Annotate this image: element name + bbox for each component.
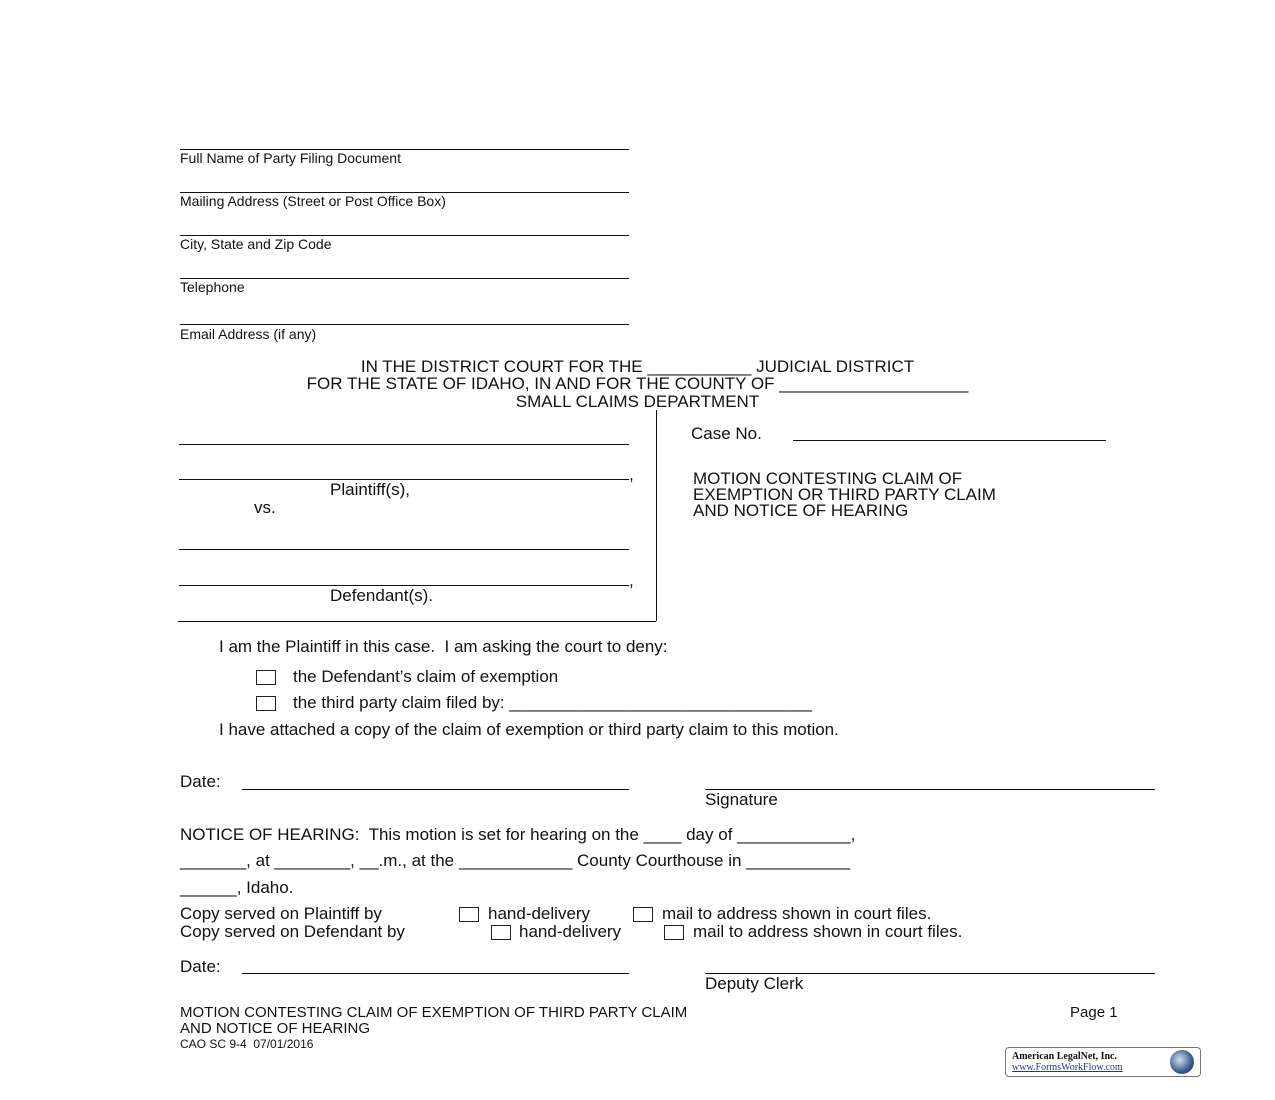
mailing-address-label: Mailing Address (Street or Post Office Box): [180, 193, 446, 209]
clerk-date-line[interactable]: [242, 973, 629, 974]
signature-label: Signature: [705, 790, 778, 809]
caption-divider: [656, 410, 657, 621]
footer-title-2: AND NOTICE OF HEARING: [180, 1020, 371, 1037]
telephone-line[interactable]: [180, 278, 629, 279]
defendant-label: Defendant(s).: [330, 586, 433, 605]
clerk-date-label: Date:: [180, 957, 221, 976]
defendant-line-1[interactable]: [179, 549, 629, 550]
plaintiff-hand-delivery-checkbox[interactable]: [459, 907, 479, 922]
defendant-mail-checkbox[interactable]: [664, 925, 684, 940]
court-heading-line-3: SMALL CLAIMS DEPARTMENT: [515, 392, 760, 411]
globe-icon: [1170, 1050, 1194, 1074]
email-label: Email Address (if any): [180, 326, 317, 342]
vs-label: vs.: [254, 498, 276, 517]
form-code: CAO SC 9-4 07/01/2016: [180, 1037, 314, 1051]
logo-url-link[interactable]: www.FormsWorkFlow.com: [1012, 1062, 1123, 1073]
third-party-option-label: the third party claim filed by: ________________________________: [293, 693, 812, 712]
party-name-label: Full Name of Party Filing Document: [180, 150, 401, 166]
telephone-label: Telephone: [180, 279, 245, 295]
exemption-option-label: the Defendant’s claim of exemption: [293, 667, 559, 686]
motion-title-2: EXEMPTION OR THIRD PARTY CLAIM: [693, 485, 996, 504]
city-state-zip-label: City, State and Zip Code: [180, 236, 332, 252]
third-party-checkbox[interactable]: [256, 696, 276, 711]
date-label: Date:: [180, 772, 221, 791]
court-heading-line-2: FOR THE STATE OF IDAHO, IN AND FOR THE COUNTY OF ____________________: [306, 374, 969, 393]
email-line[interactable]: [180, 324, 629, 325]
notice-line-3: ______, Idaho.: [180, 878, 294, 897]
notice-line-1: NOTICE OF HEARING: This motion is set for hearing on the ____ day of ____________,: [180, 825, 856, 844]
logo-name: American LegalNet, Inc.: [1012, 1051, 1117, 1062]
page-number: Page 1: [1070, 1004, 1118, 1021]
attached-text: I have attached a copy of the claim of exemption or third party claim to this motion.: [219, 720, 839, 739]
hand-delivery-label: hand-delivery: [519, 922, 622, 941]
american-legalnet-logo[interactable]: [1005, 1047, 1201, 1077]
defendant-hand-delivery-checkbox[interactable]: [491, 925, 511, 940]
deputy-clerk-label: Deputy Clerk: [705, 974, 804, 993]
case-no-line[interactable]: [793, 440, 1106, 441]
comma: ,: [629, 465, 634, 484]
plaintiff-mail-checkbox[interactable]: [633, 907, 653, 922]
intro-text: I am the Plaintiff in this case. I am asking the court to deny:: [219, 637, 668, 656]
plaintiff-service-label: Copy served on Plaintiff by: [180, 904, 382, 923]
plaintiff-label: Plaintiff(s),: [330, 480, 410, 499]
mail-label: mail to address shown in court files.: [662, 904, 932, 923]
hand-delivery-label: hand-delivery: [488, 904, 591, 923]
motion-title-1: MOTION CONTESTING CLAIM OF: [693, 469, 963, 488]
exemption-checkbox[interactable]: [256, 670, 276, 685]
date-line[interactable]: [242, 789, 629, 790]
caption-bottom-rule: [178, 621, 656, 622]
defendant-service-label: Copy served on Defendant by: [180, 922, 405, 941]
case-no-label: Case No.: [691, 424, 762, 443]
mail-label: mail to address shown in court files.: [693, 922, 963, 941]
plaintiff-line-1[interactable]: [179, 444, 629, 445]
notice-line-2: _______, at ________, __.m., at the ____________ County Courthouse in ___________: [180, 851, 851, 870]
comma: ,: [629, 571, 634, 590]
footer-title-1: MOTION CONTESTING CLAIM OF EXEMPTION OF THIRD PARTY CLAIM: [180, 1004, 688, 1021]
court-heading-line-1: IN THE DISTRICT COURT FOR THE ___________ JUDICIAL DISTRICT: [360, 357, 915, 376]
motion-title-3: AND NOTICE OF HEARING: [693, 501, 909, 520]
